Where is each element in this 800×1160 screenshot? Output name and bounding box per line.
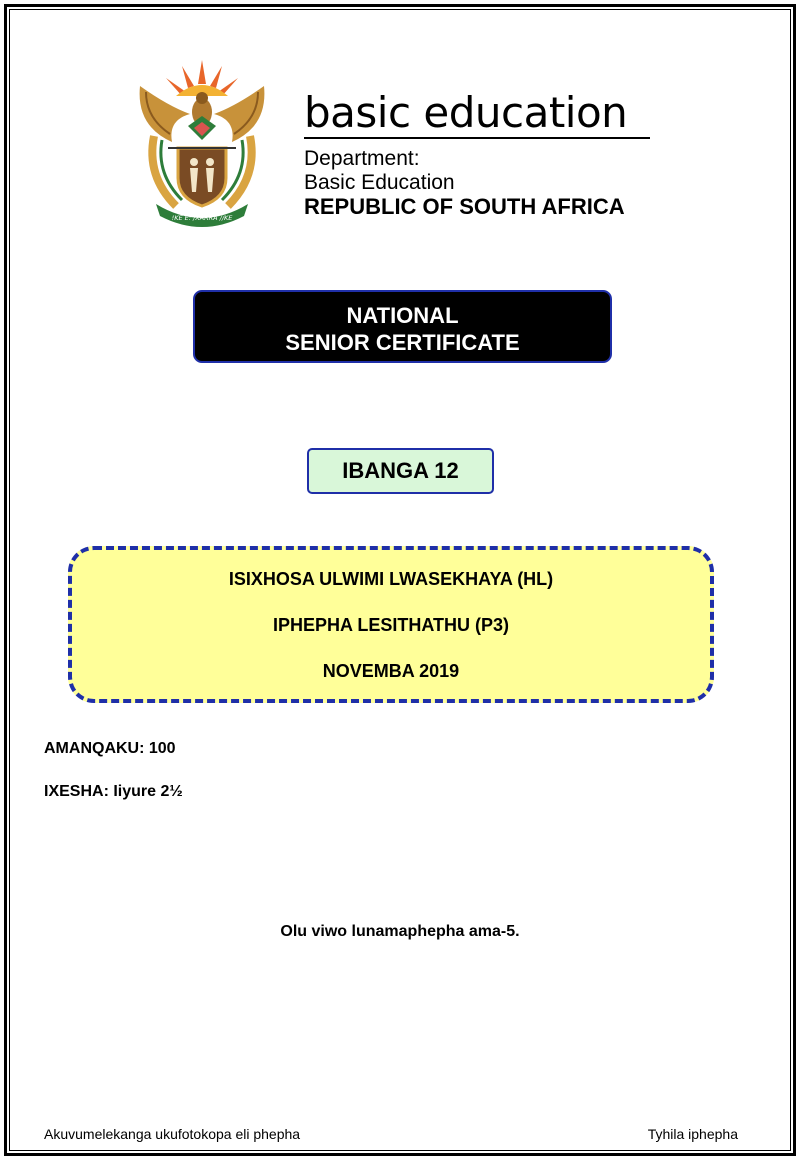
- svg-text:!KE E: /XARRA //KE: !KE E: /XARRA //KE: [171, 214, 233, 222]
- page-count-note: Olu viwo lunamaphepha ama-5.: [280, 923, 520, 940]
- coat-of-arms-logo: [132, 56, 272, 232]
- brand-title: basic education: [304, 88, 628, 137]
- country-name: REPUBLIC OF SOUTH AFRICA: [304, 194, 625, 219]
- exam-session: NOVEMBA 2019: [322, 661, 460, 681]
- exam-duration: IXESHA: Iiyure 2½: [44, 783, 183, 800]
- grade-badge: IBANGA 12: [307, 448, 494, 494]
- department-label: Department:: [304, 147, 420, 170]
- certificate-banner: [193, 290, 612, 363]
- paper-number: IPHEPHA LESITHATHU (P3): [272, 615, 509, 635]
- subject-title: ISIXHOSA ULWIMI LWASEKHAYA (HL): [228, 569, 554, 589]
- subject-panel: [68, 546, 714, 703]
- certificate-line-1: NATIONAL: [346, 303, 459, 328]
- turn-over-note: Tyhila iphepha: [647, 1126, 738, 1142]
- certificate-line-2: SENIOR CERTIFICATE: [285, 330, 520, 355]
- total-marks: AMANQAKU: 100: [44, 740, 176, 757]
- department-name: Basic Education: [304, 171, 455, 194]
- copyright-notice: Akuvumelekanga ukufotokopa eli phepha: [44, 1126, 301, 1142]
- brand-divider: [304, 137, 650, 139]
